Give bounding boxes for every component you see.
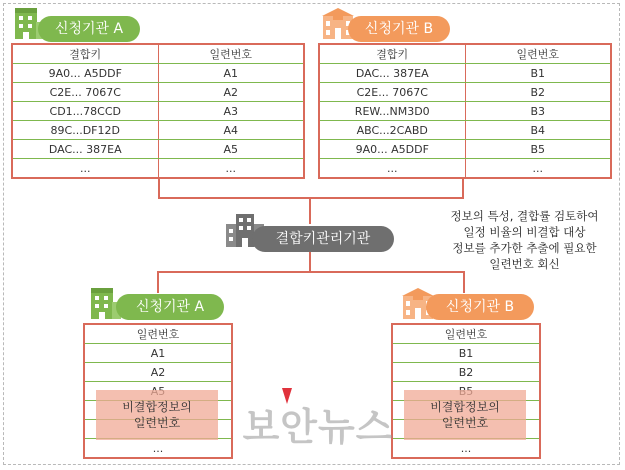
cell-serial: B2 bbox=[392, 363, 540, 382]
overlay-line: 일련번호 bbox=[441, 416, 489, 430]
cell-key: ... bbox=[12, 159, 158, 179]
table-row bbox=[84, 344, 232, 363]
column-header-serial: 일련번호 bbox=[158, 44, 304, 64]
column-header-key: 결합키 bbox=[319, 44, 465, 64]
cell-serial: B1 bbox=[465, 64, 611, 83]
table-row bbox=[84, 439, 232, 459]
table-row bbox=[12, 83, 304, 102]
top-right-table bbox=[318, 43, 612, 179]
cell-serial: B3 bbox=[465, 102, 611, 121]
org-b-label-top: 신청기관 B bbox=[348, 16, 450, 42]
overlay-line: 비결합정보의 bbox=[430, 400, 500, 414]
cell-serial: B2 bbox=[465, 83, 611, 102]
cell-key: C2E... 7067C bbox=[12, 83, 158, 102]
process-note bbox=[432, 208, 617, 272]
cell-serial: ... bbox=[225, 161, 236, 175]
overlay-line: 일련번호 bbox=[133, 416, 181, 430]
table-row bbox=[319, 102, 611, 121]
cell-serial: B1 bbox=[392, 344, 540, 363]
connector-top-horizontal bbox=[158, 197, 464, 199]
connector-bottom-left-down bbox=[157, 271, 159, 293]
key-management-agency-label: 결합키관리기관 bbox=[252, 226, 394, 252]
cell-key: 89C...DF12D bbox=[12, 121, 158, 140]
boannews-watermark: 보안뉴스 bbox=[242, 405, 394, 449]
cell-key: DAC... 387EA bbox=[12, 140, 158, 159]
table-row bbox=[319, 140, 611, 159]
column-header-serial: 일련번호 bbox=[392, 324, 540, 344]
cell-key: DAC... 387EA bbox=[319, 64, 465, 83]
note-line: 정보의 특성, 결합률 검토하여 bbox=[450, 209, 599, 223]
table-row bbox=[12, 159, 304, 179]
cell-serial: ... bbox=[532, 161, 543, 175]
cell-key: 9A0... A5DDF bbox=[12, 64, 158, 83]
table-row bbox=[392, 363, 540, 382]
cell-serial: A2 bbox=[158, 83, 304, 102]
table-header-row bbox=[84, 324, 232, 344]
cell-serial: B4 bbox=[465, 121, 611, 140]
cell-key: ... bbox=[319, 159, 465, 179]
connector-bottom-horizontal bbox=[157, 271, 465, 273]
table-header-row bbox=[319, 44, 611, 64]
table-row bbox=[319, 64, 611, 83]
cell-serial: A5 bbox=[158, 140, 304, 159]
connector-bottom-right-down bbox=[463, 271, 465, 293]
table-row bbox=[319, 121, 611, 140]
top-left-table bbox=[11, 43, 305, 179]
cell-key: 9A0... A5DDF bbox=[319, 140, 465, 159]
cell-serial: A4 bbox=[158, 121, 304, 140]
cell-serial: A1 bbox=[84, 344, 232, 363]
table-header-row bbox=[392, 324, 540, 344]
table-row bbox=[12, 102, 304, 121]
column-header-key: 결합키 bbox=[12, 44, 158, 64]
org-b-label-bottom: 신청기관 B bbox=[426, 294, 534, 320]
cell-key: CD1...78CCD bbox=[12, 102, 158, 121]
non-matched-overlay bbox=[96, 390, 218, 440]
org-a-label-bottom: 신청기관 A bbox=[116, 294, 224, 320]
org-a-label-top: 신청기관 A bbox=[38, 16, 140, 42]
cell-serial: A1 bbox=[158, 64, 304, 83]
table-header-row bbox=[12, 44, 304, 64]
connector-top-left-down bbox=[158, 179, 160, 198]
cell-key: C2E... 7067C bbox=[319, 83, 465, 102]
cell-serial: ... bbox=[152, 441, 164, 455]
table-row bbox=[12, 64, 304, 83]
note-line: 일련번호 회신 bbox=[489, 257, 560, 271]
note-line: 일정 비율의 비결합 대상 bbox=[463, 225, 586, 239]
column-header-serial: 일련번호 bbox=[84, 324, 232, 344]
cell-serial: B5 bbox=[465, 140, 611, 159]
cell-serial: A3 bbox=[158, 102, 304, 121]
note-line: 정보를 추가한 추출에 필요한 bbox=[452, 241, 597, 255]
table-row bbox=[392, 344, 540, 363]
connector-top-center-down bbox=[309, 197, 311, 224]
cell-key: REW...NM3D0 bbox=[319, 102, 465, 121]
column-header-serial: 일련번호 bbox=[465, 44, 611, 64]
cell-serial: ... bbox=[460, 441, 472, 455]
connector-top-right-down bbox=[462, 179, 464, 198]
table-row bbox=[12, 121, 304, 140]
watermark-accent-mark bbox=[282, 388, 292, 404]
table-row bbox=[84, 363, 232, 382]
cell-key: ABC...2CABD bbox=[319, 121, 465, 140]
table-row bbox=[319, 159, 611, 179]
table-row bbox=[319, 83, 611, 102]
non-matched-overlay bbox=[404, 390, 526, 440]
connector-center-down bbox=[309, 252, 311, 273]
cell-serial: A2 bbox=[84, 363, 232, 382]
overlay-line: 비결합정보의 bbox=[122, 400, 192, 414]
table-row bbox=[12, 140, 304, 159]
